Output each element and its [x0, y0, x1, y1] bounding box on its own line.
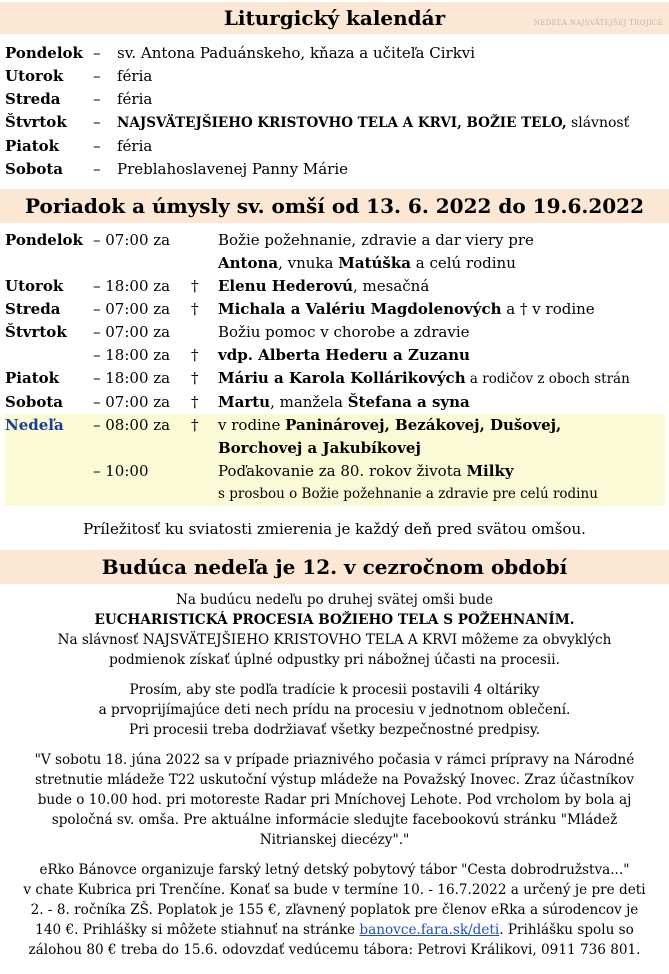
intention-bold: Elenu Hederovú — [218, 277, 353, 295]
mass-cross — [191, 460, 218, 506]
intention-line: Božie požehnanie, zdravie a dar viery pre — [218, 231, 534, 249]
mass-row-sunday — [5, 460, 665, 506]
calendar-dash: – — [93, 67, 101, 85]
calendar-row — [5, 65, 665, 88]
announcements — [0, 584, 669, 960]
intention-bold: vdp. Alberta Hederu a Zuzanu — [218, 346, 470, 364]
calendar-day: Štvrtok — [5, 113, 67, 131]
calendar-row — [5, 42, 665, 65]
intention-bold: Paninárovej, Bezákovej, Dušovej, — [285, 416, 562, 434]
announcement-line: stretnutie mládeže T22 uskutoční výstup mládeže na Považský Inovec. Zraz účastníkov — [34, 772, 635, 788]
intention-bold: Máriu a Karola Kollárikových — [218, 369, 466, 387]
procession-title: EUCHARISTICKÁ PROCESIA BOŽIEHO TELA S POŽEHNANÍM. — [94, 612, 575, 628]
announcement-line: Pri procesii treba dodržiavať všetky bezpečnostné predpisy. — [128, 722, 541, 738]
mass-row — [5, 344, 665, 367]
announcement-text: 140 €. Prihlášky si môžete stiahnuť na stránke — [35, 922, 360, 938]
mass-day — [5, 344, 93, 367]
mass-row — [5, 391, 665, 414]
calendar-day: Utorok — [5, 67, 64, 85]
mass-day — [5, 460, 93, 506]
intention-line — [218, 252, 665, 275]
announcement-line: "V sobotu 18. júna 2022 sa v prípade priaznivého počasia v rámci prípravy na Národné — [34, 752, 635, 768]
calendar-dash: – — [93, 90, 101, 108]
calendar-dash: – — [93, 44, 101, 62]
mass-row — [5, 321, 665, 344]
announcement-line: v chate Kubrica pri Trenčíne. Konať sa bude v termíne 10. - 16.7.2022 a určený je pre deti — [23, 882, 646, 898]
mass-day: Piatok — [5, 369, 60, 387]
calendar-dash: – — [93, 160, 101, 178]
mass-cross: † — [191, 300, 199, 318]
next-sunday-title: Budúca nedeľa je 12. v cezročnom období — [101, 555, 568, 579]
calendar-row — [5, 158, 665, 181]
liturgical-calendar-header — [0, 2, 669, 34]
intention-bold: Martu — [218, 393, 271, 411]
liturgical-calendar-title: Liturgický kalendár — [223, 6, 446, 30]
intention-text: , mesačná — [353, 277, 430, 295]
calendar-text — [117, 111, 629, 135]
intention-line — [218, 414, 665, 437]
calendar-text: féria — [117, 67, 153, 85]
mass-intention — [218, 367, 665, 391]
announcement-line: podmienok získať úplné odpustky pri nábožnej účasti na procesii. — [109, 652, 560, 668]
liturgical-calendar — [0, 34, 669, 181]
intention-bold: Michala a Valériu Magdolenových — [218, 300, 502, 318]
mass-intention — [218, 344, 665, 367]
calendar-text: Preblahoslavenej Panny Márie — [117, 160, 348, 178]
calendar-text: sv. Antona Paduánskeho, kňaza a učiteľa Cirkvi — [117, 44, 476, 62]
mass-intention — [218, 391, 665, 414]
mass-cross: † — [191, 346, 199, 364]
intention-bold: Borchovej a Jakubíkovej — [218, 439, 421, 457]
announcement-line: 2. - 8. ročníka ZŠ. Poplatok je 155 €, zľavnený poplatok pre členov eRka a súrodencov je — [30, 902, 639, 918]
next-sunday-header — [0, 550, 669, 584]
announcement-text: . Prihlášku spolu so — [499, 922, 634, 938]
announcement-line: Na slávnosť NAJSVÄTEJŠIEHO KRISTOVHO TELA A KRVI môžeme za obvyklých — [57, 632, 612, 648]
calendar-day: Pondelok — [5, 44, 83, 62]
intention-bold: Antona — [218, 254, 279, 272]
intention-text: v rodine — [218, 416, 286, 434]
announcement-line: eRko Bánovce organizuje farský letný detský pobytový tábor "Cesta dobrodružstva..." — [39, 862, 630, 878]
calendar-text: féria — [117, 90, 153, 108]
mass-intention: Božiu pomoc v chorobe a zdravie — [218, 323, 470, 341]
mass-day: Utorok — [5, 277, 64, 295]
mass-time: – 07:00 za — [93, 231, 171, 249]
intention-bold: Štefana a syna — [347, 393, 470, 411]
mass-day: Pondelok — [5, 231, 83, 249]
intention-text: , manžela — [270, 393, 348, 411]
announcement-line: zálohou 80 € treba do 15.6. odovzdať vedúcemu tábora: Petrovi Králikovi, 0911 736 801. — [28, 942, 641, 958]
mass-intention — [218, 414, 665, 460]
mass-time: – 18:00 za — [93, 277, 171, 295]
mass-cross — [191, 229, 218, 275]
mass-intention — [218, 275, 665, 298]
calendar-day: Piatok — [5, 137, 60, 155]
announcement-line: Nitrianskej diecézy"." — [259, 832, 410, 848]
camp-registration-link[interactable]: banovce.fara.sk/deti — [359, 922, 500, 938]
mass-day: Štvrtok — [5, 323, 67, 341]
mass-time: – 10:00 — [93, 460, 191, 506]
intention-line — [218, 437, 665, 460]
calendar-row — [5, 111, 665, 135]
mass-time: – 08:00 za — [93, 414, 191, 460]
calendar-row — [5, 135, 665, 158]
mass-time: – 07:00 za — [93, 300, 171, 318]
intention-text: a rodičov z oboch strán — [465, 371, 630, 387]
mass-time: – 18:00 za — [93, 346, 171, 364]
calendar-text-bold: NAJSVÄTEJŠIEHO KRISTOVHO TELA A KRVI, BOŽIE TELO, — [117, 115, 567, 131]
intention-text: a celú rodinu — [410, 254, 516, 272]
confession-note: Príležitosť ku sviatosti zmierenia je každý deň pred svätou omšou. — [83, 520, 586, 538]
mass-cross: † — [191, 277, 199, 295]
intention-bold: Matúška — [338, 254, 411, 272]
intention-text: Poďakovanie za 80. rokov života — [218, 462, 467, 480]
mass-cross: † — [191, 369, 199, 387]
announcement-line — [4, 610, 665, 630]
calendar-day: Streda — [5, 90, 61, 108]
mass-intention — [218, 460, 665, 506]
mass-cross — [191, 321, 218, 344]
corner-watermark-text: NEDEĽA NAJSVÄTEJŠEJ TROJICE — [533, 19, 663, 27]
calendar-day: Sobota — [5, 160, 63, 178]
mass-cross: † — [191, 393, 199, 411]
calendar-text: féria — [117, 137, 153, 155]
mass-row — [5, 275, 665, 298]
mass-row-sunday — [5, 414, 665, 460]
announcement-line — [4, 920, 665, 940]
announcement-line: bude o 10.00 hod. pri motoreste Radar pri Mníchovej Lehote. Pod vrcholom by bola aj — [37, 792, 632, 808]
intention-line: s prosbou o Božie požehnanie a zdravie pre celú rodinu — [218, 486, 598, 502]
mass-intention — [218, 229, 665, 275]
mass-time: – 07:00 za — [93, 393, 171, 411]
mass-intention — [218, 298, 665, 321]
calendar-text-suffix: slávnosť — [566, 115, 630, 131]
mass-day: Nedeľa — [5, 414, 93, 460]
mass-time: – 07:00 za — [93, 323, 171, 341]
mass-day: Sobota — [5, 393, 63, 411]
intention-text: a † v rodine — [501, 300, 595, 318]
announcement-line: Na budúcu nedeľu po druhej svätej omši bude — [175, 592, 494, 608]
calendar-row — [5, 88, 665, 111]
mass-schedule-header — [0, 189, 669, 223]
mass-row — [5, 367, 665, 391]
intention-bold: Milky — [466, 462, 514, 480]
mass-schedule-title: Poriadok a úmysly sv. omší od 13. 6. 2022 do 19.6.2022 — [24, 194, 645, 218]
announcement-line: spoločná sv. omša. Pre aktuálne informácie sledujte facebookovú stránku "Mládež — [51, 812, 618, 828]
calendar-dash: – — [93, 113, 101, 131]
mass-cross: † — [191, 414, 218, 460]
intention-text: , vnuka — [278, 254, 339, 272]
intention-line — [218, 460, 665, 483]
mass-day: Streda — [5, 300, 61, 318]
announcement-line: Prosím, aby ste podľa tradície k procesii postavili 4 oltáriky — [129, 682, 540, 698]
mass-time: – 18:00 za — [93, 369, 171, 387]
calendar-dash: – — [93, 137, 101, 155]
mass-row — [5, 298, 665, 321]
mass-row — [5, 229, 665, 275]
mass-schedule-table — [5, 229, 665, 506]
bulletin-page — [0, 2, 669, 974]
announcement-line: a prvoprijímajúce deti nech prídu na procesiu v jednotnom oblečení. — [98, 702, 571, 718]
